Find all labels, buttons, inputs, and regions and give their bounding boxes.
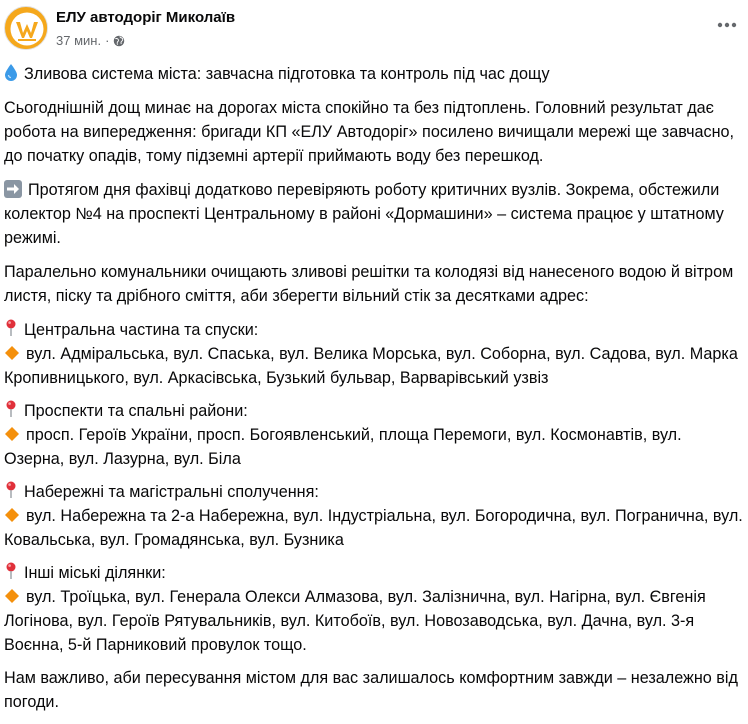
paragraph-1: Сьогоднішній дощ минає на дорогах міста спокійно та без підтоплень. Головний результат дає робота на випередження: бригади КП «ЕЛУ Автодоріг» посилено вичищали мережі ще завчасно, до початку опадів, тому підземні артерії приймають воду без перешкод. — [4, 99, 735, 165]
post-header — [4, 6, 744, 56]
orange-diamond-icon — [4, 507, 20, 523]
page-avatar[interactable] — [4, 6, 48, 50]
orange-diamond-icon — [4, 345, 20, 361]
section-streets: вул. Адміральська, вул. Спаська, вул. Велика Морська, вул. Соборна, вул. Садова, вул. Марка Кропивницького, вул. Аркасівська, Бузький бульвар, Варварівський узвіз — [4, 345, 738, 387]
section-other — [4, 561, 746, 657]
elu-logo-icon — [5, 7, 48, 50]
pin-icon — [4, 319, 18, 337]
section-streets-line — [4, 342, 746, 390]
section-heading: Центральна частина та спуски: — [24, 321, 259, 339]
more-options-button[interactable] — [712, 10, 742, 40]
orange-diamond-icon — [4, 426, 20, 442]
post-text — [4, 62, 746, 724]
meta-separator: · — [105, 33, 110, 48]
pin-icon — [4, 481, 18, 499]
section-heading-line — [4, 318, 746, 342]
globe-icon[interactable] — [113, 35, 125, 47]
pin-icon — [4, 562, 18, 580]
pin-icon — [4, 400, 18, 418]
section-central — [4, 318, 746, 390]
droplet-icon — [4, 63, 18, 81]
section-embankments — [4, 480, 746, 552]
closing-paragraph: Нам важливо, аби пересування містом для вас залишалось комфортним завжди – незалежно від погоди. — [4, 669, 738, 711]
orange-diamond-icon — [4, 588, 20, 604]
right-arrow-icon — [4, 180, 22, 198]
post-title: Зливова система міста: завчасна підготовка та контроль під час дощу — [24, 65, 550, 83]
section-streets-line — [4, 423, 746, 471]
more-options-icon — [717, 22, 737, 28]
section-heading-line — [4, 561, 746, 585]
paragraph-2-line — [4, 178, 746, 250]
post-meta — [56, 33, 125, 48]
section-heading-line — [4, 480, 746, 504]
section-heading: Інші міські ділянки: — [24, 564, 166, 582]
post-title-line — [4, 62, 746, 86]
section-avenues — [4, 399, 746, 471]
section-streets: вул. Набережна та 2-а Набережна, вул. Індустріальна, вул. Богородична, вул. Погранична, вул. Ковальська, вул. Громадянська, вул. Бузника — [4, 507, 743, 549]
section-heading-line — [4, 399, 746, 423]
section-streets-line — [4, 585, 746, 657]
section-streets-line — [4, 504, 746, 552]
paragraph-2: Протягом дня фахівці додатково перевіряють роботу критичних вузлів. Зокрема, обстежили колектор №4 на проспекті Центральному в районі «Дормашини» – система працює у штатному режимі. — [4, 181, 724, 247]
paragraph-3: Паралельно комунальники очищають зливові решітки та колодязі від нанесеного водою й вітром листя, піску та дрібного сміття, аби зберегти вільний стік за десятками адрес: — [4, 263, 734, 305]
section-streets: просп. Героїв України, просп. Богоявленський, площа Перемоги, вул. Космонавтів, вул. Озерна, вул. Лазурна, вул. Біла — [4, 426, 682, 468]
section-heading: Проспекти та спальні райони: — [24, 402, 248, 420]
section-heading: Набережні та магістральні сполучення: — [24, 483, 319, 501]
section-streets: вул. Троїцька, вул. Генерала Олекси Алмазова, вул. Залізнична, вул. Нагірна, вул. Євгенія Логінова, вул. Героїв Рятувальників, вул. Китобоїв, вул. Новозаводська, вул. Дачна, вул. 3-я Воєнна, 5-й Парниковий провулок тощо. — [4, 588, 706, 654]
page-name-link[interactable]: ЕЛУ автодоріг Миколаїв — [56, 9, 236, 26]
post-timestamp[interactable]: 37 мин. — [56, 33, 102, 48]
